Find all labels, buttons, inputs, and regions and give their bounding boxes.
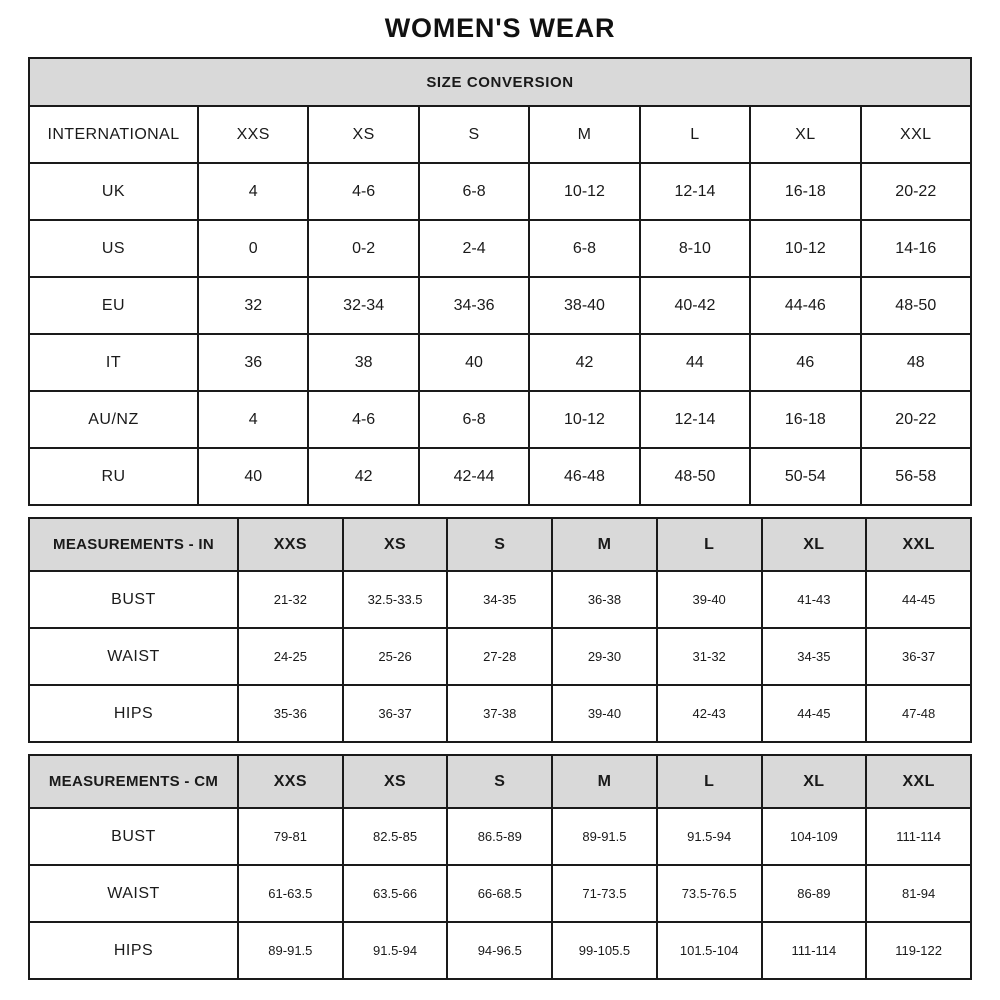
- measurements-cm-header-row: [29, 755, 971, 808]
- row-label-us: US: [29, 220, 198, 277]
- table-row-ru: [29, 448, 971, 505]
- row-label-eu: EU: [29, 277, 198, 334]
- measurement-cell: 63.5-66: [343, 865, 448, 922]
- size-conversion-table: [28, 57, 972, 506]
- row-label-hips: HIPS: [29, 922, 238, 979]
- size-cell: 48-50: [640, 448, 750, 505]
- size-cell: 42: [529, 334, 639, 391]
- measurement-cell: 27-28: [447, 628, 552, 685]
- measurement-cell: 86.5-89: [447, 808, 552, 865]
- measurement-cell: 91.5-94: [343, 922, 448, 979]
- measurements-in-header: MEASUREMENTS - IN: [29, 518, 238, 571]
- size-header-l: L: [657, 755, 762, 808]
- size-cell: 16-18: [750, 163, 860, 220]
- column-header-xxl: XXL: [861, 106, 971, 163]
- table-row-aunz: [29, 391, 971, 448]
- table-row-hips-in: [29, 685, 971, 742]
- measurement-cell: 35-36: [238, 685, 343, 742]
- table-row-waist-cm: [29, 865, 971, 922]
- measurement-cell: 37-38: [447, 685, 552, 742]
- size-header-xs: XS: [343, 755, 448, 808]
- size-cell: 14-16: [861, 220, 971, 277]
- measurement-cell: 29-30: [552, 628, 657, 685]
- size-cell: 4-6: [308, 163, 418, 220]
- measurement-cell: 36-37: [866, 628, 971, 685]
- size-cell: 42: [308, 448, 418, 505]
- measurement-cell: 89-91.5: [552, 808, 657, 865]
- table-row-eu: [29, 277, 971, 334]
- size-cell: 4: [198, 163, 308, 220]
- size-cell: 48-50: [861, 277, 971, 334]
- measurement-cell: 89-91.5: [238, 922, 343, 979]
- size-cell: 44: [640, 334, 750, 391]
- measurement-cell: 31-32: [657, 628, 762, 685]
- column-header-l: L: [640, 106, 750, 163]
- size-header-xl: XL: [762, 755, 867, 808]
- size-cell: 4: [198, 391, 308, 448]
- size-cell: 6-8: [529, 220, 639, 277]
- size-cell: 40-42: [640, 277, 750, 334]
- measurement-cell: 119-122: [866, 922, 971, 979]
- measurement-cell: 21-32: [238, 571, 343, 628]
- measurement-cell: 99-105.5: [552, 922, 657, 979]
- size-cell: 10-12: [750, 220, 860, 277]
- size-conversion-banner-row: [29, 58, 971, 106]
- measurements-cm-table: [28, 754, 972, 980]
- size-header-xs: XS: [343, 518, 448, 571]
- measurement-cell: 36-38: [552, 571, 657, 628]
- size-cell: 42-44: [419, 448, 529, 505]
- size-header-xxs: XXS: [238, 755, 343, 808]
- column-header-international: INTERNATIONAL: [29, 106, 198, 163]
- measurement-cell: 73.5-76.5: [657, 865, 762, 922]
- row-label-waist: WAIST: [29, 628, 238, 685]
- measurements-in-table: [28, 517, 972, 743]
- size-cell: 0: [198, 220, 308, 277]
- measurement-cell: 111-114: [866, 808, 971, 865]
- size-cell: 10-12: [529, 163, 639, 220]
- table-row-waist-in: [29, 628, 971, 685]
- size-cell: 12-14: [640, 163, 750, 220]
- table-row-bust-in: [29, 571, 971, 628]
- measurement-cell: 42-43: [657, 685, 762, 742]
- size-cell: 40: [198, 448, 308, 505]
- size-header-xxs: XXS: [238, 518, 343, 571]
- row-label-uk: UK: [29, 163, 198, 220]
- measurement-cell: 44-45: [762, 685, 867, 742]
- measurement-cell: 39-40: [552, 685, 657, 742]
- measurement-cell: 34-35: [762, 628, 867, 685]
- row-label-aunz: AU/NZ: [29, 391, 198, 448]
- size-cell: 12-14: [640, 391, 750, 448]
- size-header-s: S: [447, 518, 552, 571]
- size-cell: 36: [198, 334, 308, 391]
- size-header-xl: XL: [762, 518, 867, 571]
- measurement-cell: 66-68.5: [447, 865, 552, 922]
- measurement-cell: 82.5-85: [343, 808, 448, 865]
- table-row-hips-cm: [29, 922, 971, 979]
- size-cell: 8-10: [640, 220, 750, 277]
- size-cell: 10-12: [529, 391, 639, 448]
- measurement-cell: 101.5-104: [657, 922, 762, 979]
- measurement-cell: 111-114: [762, 922, 867, 979]
- measurement-cell: 47-48: [866, 685, 971, 742]
- size-header-l: L: [657, 518, 762, 571]
- size-header-m: M: [552, 518, 657, 571]
- measurements-cm-header: MEASUREMENTS - CM: [29, 755, 238, 808]
- size-cell: 2-4: [419, 220, 529, 277]
- measurement-cell: 61-63.5: [238, 865, 343, 922]
- size-cell: 40: [419, 334, 529, 391]
- column-header-xxs: XXS: [198, 106, 308, 163]
- size-header-xxl: XXL: [866, 755, 971, 808]
- row-label-it: IT: [29, 334, 198, 391]
- size-cell: 6-8: [419, 163, 529, 220]
- size-cell: 6-8: [419, 391, 529, 448]
- measurement-cell: 36-37: [343, 685, 448, 742]
- size-header-m: M: [552, 755, 657, 808]
- size-cell: 20-22: [861, 391, 971, 448]
- size-conversion-column-header-row: [29, 106, 971, 163]
- measurement-cell: 39-40: [657, 571, 762, 628]
- row-label-bust: BUST: [29, 571, 238, 628]
- measurement-cell: 25-26: [343, 628, 448, 685]
- column-header-xl: XL: [750, 106, 860, 163]
- measurement-cell: 81-94: [866, 865, 971, 922]
- size-cell: 32: [198, 277, 308, 334]
- measurement-cell: 91.5-94: [657, 808, 762, 865]
- measurement-cell: 44-45: [866, 571, 971, 628]
- size-cell: 20-22: [861, 163, 971, 220]
- row-label-ru: RU: [29, 448, 198, 505]
- column-header-xs: XS: [308, 106, 418, 163]
- size-cell: 50-54: [750, 448, 860, 505]
- measurement-cell: 86-89: [762, 865, 867, 922]
- measurement-cell: 41-43: [762, 571, 867, 628]
- table-row-bust-cm: [29, 808, 971, 865]
- size-cell: 38: [308, 334, 418, 391]
- measurement-cell: 34-35: [447, 571, 552, 628]
- measurement-cell: 32.5-33.5: [343, 571, 448, 628]
- measurement-cell: 24-25: [238, 628, 343, 685]
- size-cell: 34-36: [419, 277, 529, 334]
- size-cell: 56-58: [861, 448, 971, 505]
- table-row-uk: [29, 163, 971, 220]
- size-cell: 46: [750, 334, 860, 391]
- size-header-s: S: [447, 755, 552, 808]
- size-cell: 16-18: [750, 391, 860, 448]
- column-header-m: M: [529, 106, 639, 163]
- size-cell: 48: [861, 334, 971, 391]
- measurement-cell: 104-109: [762, 808, 867, 865]
- size-conversion-header: SIZE CONVERSION: [29, 58, 971, 106]
- table-row-us: [29, 220, 971, 277]
- measurement-cell: 94-96.5: [447, 922, 552, 979]
- size-cell: 0-2: [308, 220, 418, 277]
- column-header-s: S: [419, 106, 529, 163]
- size-header-xxl: XXL: [866, 518, 971, 571]
- row-label-bust: BUST: [29, 808, 238, 865]
- measurement-cell: 71-73.5: [552, 865, 657, 922]
- page-title: WOMEN'S WEAR: [384, 13, 616, 43]
- row-label-waist: WAIST: [29, 865, 238, 922]
- row-label-hips: HIPS: [29, 685, 238, 742]
- size-cell: 38-40: [529, 277, 639, 334]
- size-cell: 32-34: [308, 277, 418, 334]
- measurement-cell: 79-81: [238, 808, 343, 865]
- size-cell: 46-48: [529, 448, 639, 505]
- table-row-it: [29, 334, 971, 391]
- size-cell: 44-46: [750, 277, 860, 334]
- measurements-in-header-row: [29, 518, 971, 571]
- size-cell: 4-6: [308, 391, 418, 448]
